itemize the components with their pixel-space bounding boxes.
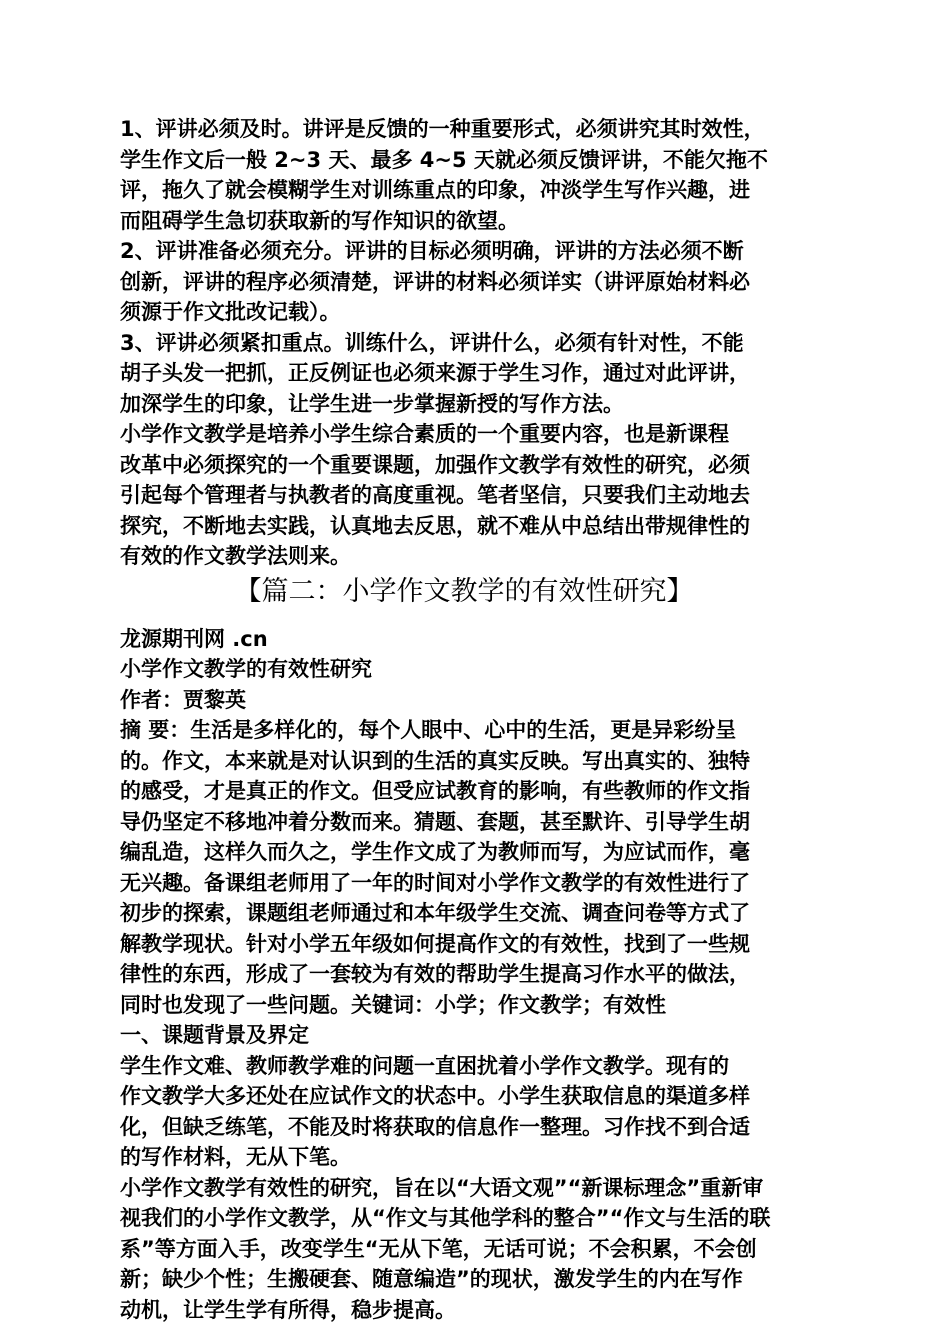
paragraph-conclusion [114,419,844,572]
text-line: 导仍坚定不移地冲着分数而来。猜题、套题，甚至默许、引导学生胡 [120,809,750,834]
paragraph-background-1 [114,1051,844,1173]
article-title [114,654,844,685]
text-line: 1、评讲必须及时。讲评是反馈的一种重要形式，必须讲究其时效性， [120,117,765,141]
text-line: 学生作文难、教师教学难的问题一直困扰着小学作文教学。现有的 [120,1053,729,1078]
text-line: 新；缺少个性；生搬硬套、随意编造”的现状，激发学生的内在写作 [120,1267,743,1291]
text-line: 而阻碍学生急切获取新的写作知识的欲望。 [120,208,519,233]
text-line: 胡子头发一把抓，正反例证也必须来源于学生习作，通过对此评讲， [120,361,750,385]
text-line: 小学作文教学有效性的研究，旨在以“大语文观”“新课标理念”重新审 [120,1175,764,1200]
text-line: 3、评讲必须紧扣重点。训练什么，评讲什么，必须有针对性，不能 [120,330,744,355]
text-line: 作者：贾黎英 [120,687,246,712]
text-line: 评，拖久了就会模糊学生对训练重点的印象，冲淡学生写作兴趣，进 [120,178,750,202]
text-line: 学生作文后一般 2~3 天、最多 4~5 天就必须反馈评讲，不能欠拖不 [120,147,768,172]
text-line: 引起每个管理者与执教者的高度重视。笔者坚信，只要我们主动地去 [120,483,750,507]
text-line: 小学作文教学是培养小学生综合素质的一个重要内容，也是新课程 [120,422,729,446]
paragraph-abstract [114,715,844,1020]
text-line: 改革中必须探究的一个重要课题，加强作文教学有效性的研究，必须 [120,452,750,477]
text-line: 小学作文教学的有效性研究 [120,657,372,681]
text-line: 须源于作文批改记载）。 [120,300,341,324]
text-line: 龙源期刊网 .cn [120,626,268,651]
text-line: 的。作文，本来就是对认识到的生活的真实反映。写出真实的、独特 [120,748,750,773]
paragraph-background-2 [114,1173,844,1326]
paragraph-review-focus [114,328,844,420]
text-line: 化，但缺乏练笔，不能及时将获取的信息作一整理。习作找不到合适 [120,1114,750,1139]
text-line: 系”等方面入手，改变学生“无从下笔，无话可说；不会积累，不会创 [120,1236,757,1261]
text-line: 一、课题背景及界定 [120,1023,309,1047]
text-line: 摘 要：生活是多样化的，每个人眼中、心中的生活，更是异彩纷呈 [120,718,737,742]
text-line: 初步的探索，课题组老师通过和本年级学生交流、调查问卷等方式了 [120,901,750,925]
document-content [114,114,844,1325]
text-line: 2、评讲准备必须充分。评讲的目标必须明确，评讲的方法必须不断 [120,239,744,263]
subsection-title [114,1020,844,1051]
paragraph-review-preparation [114,236,844,328]
text-line: 有效的作文教学法则来。 [120,544,351,568]
text-line: 的感受，才是真正的作文。但受应试教育的影响，有些教师的作文指 [120,779,750,803]
text-line: 创新，评讲的程序必须清楚，评讲的材料必须详实（讲评原始材料必 [120,269,750,294]
spacer [114,612,844,624]
text-line: 无兴趣。备课组老师用了一年的时间对小学作文教学的有效性进行了 [120,870,750,895]
text-line: 解教学现状。针对小学五年级如何提高作文的有效性，找到了一些规 [120,931,750,956]
text-line: 同时也发现了一些问题。关键词：小学；作文教学；有效性 [120,992,666,1017]
article-author [114,685,844,716]
text-line: 视我们的小学作文教学，从“作文与其他学科的整合”“作文与生活的联 [120,1206,771,1230]
source-line [114,624,844,655]
text-line: 加深学生的印象，让学生进一步掌握新授的写作方法。 [120,391,624,416]
section-heading: 【篇二：小学作文教学的有效性研究】 [234,575,694,607]
text-line: 探究，不断地去实践，认真地去反思，就不难从中总结出带规律性的 [120,513,750,538]
paragraph-timely-review [114,114,844,236]
text-line: 作文教学大多还处在应试作文的状态中。小学生获取信息的渠道多样 [120,1084,750,1108]
text-line: 动机，让学生学有所得，稳步提高。 [120,1297,456,1322]
text-line: 的写作材料，无从下笔。 [120,1145,351,1169]
text-line: 编乱造，这样久而久之，学生作文成了为教师而写，为应试而作，毫 [120,840,750,864]
text-line: 律性的东西，形成了一套较为有效的帮助学生提高习作水平的做法， [120,962,750,986]
